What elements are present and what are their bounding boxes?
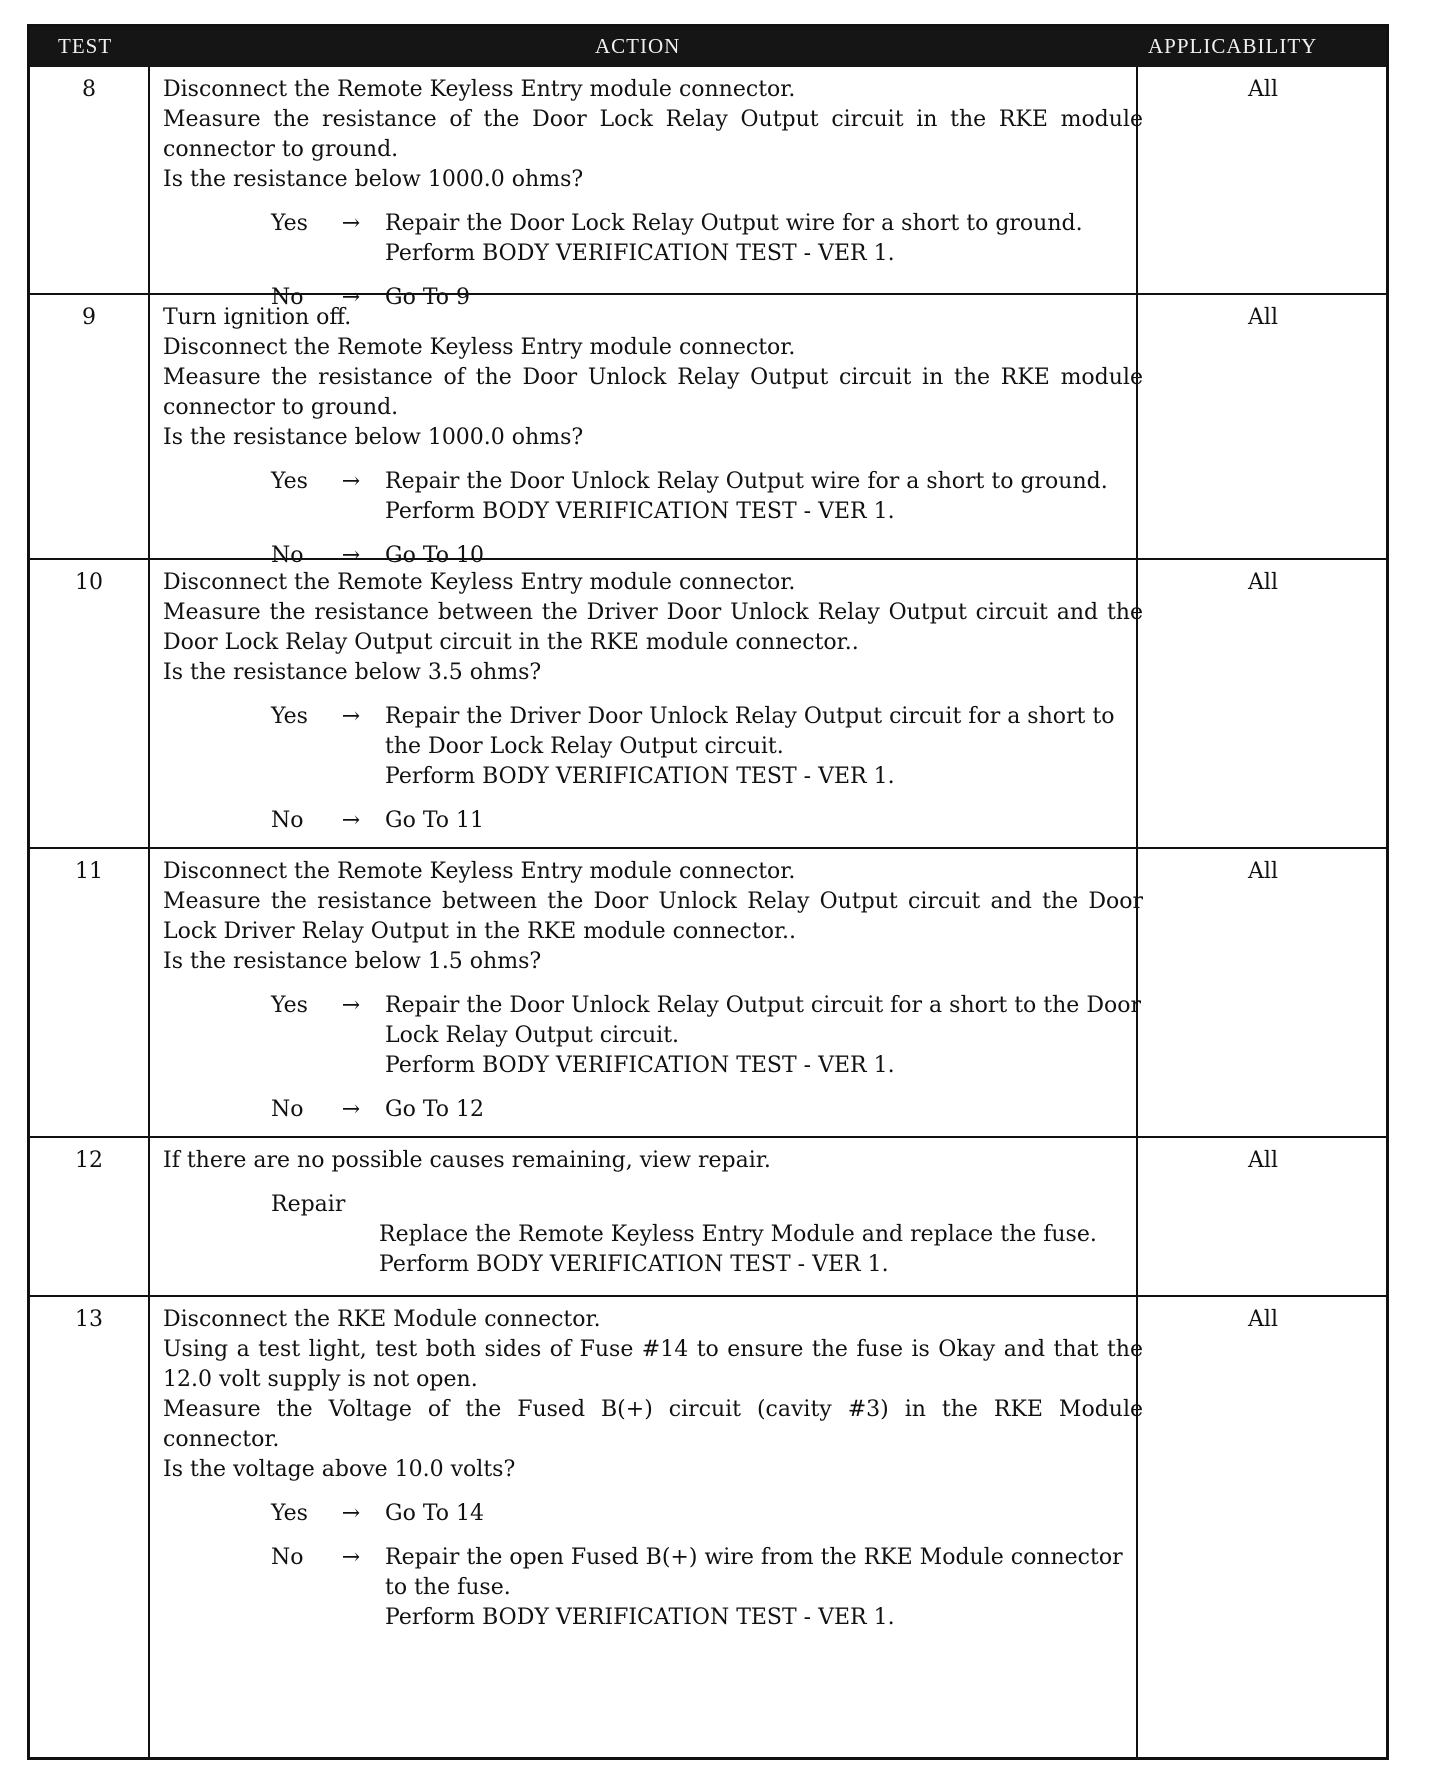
yes-label: Yes <box>271 704 308 729</box>
step: Measure the Voltage of the Fused B(+) circuit (cavity #3) in the RKE Module connector. <box>163 1397 1143 1452</box>
arrow-icon: → <box>341 285 361 310</box>
repair-label: Repair <box>271 1192 346 1217</box>
arrow-icon: → <box>341 211 361 236</box>
yes-branch <box>163 1499 1143 1529</box>
applicability-value: All <box>1248 1307 1278 1332</box>
action-cell <box>163 303 1143 571</box>
no-label: No <box>271 808 304 833</box>
test-number: 10 <box>75 570 103 595</box>
branch-line: Go To 12 <box>385 1097 485 1122</box>
header-applicability: APPLICABILITY <box>1148 34 1318 58</box>
test-number: 13 <box>75 1307 103 1332</box>
yes-branch <box>163 467 1143 527</box>
step: Is the voltage above 10.0 volts? <box>163 1457 516 1482</box>
test-number: 12 <box>75 1148 103 1173</box>
step: Using a test light, test both sides of Fuse #14 to ensure the fuse is Okay and that the 12.0 volt supply is not open. <box>163 1337 1143 1392</box>
no-label: No <box>271 1545 304 1570</box>
branch-line: Repair the Door Unlock Relay Output circuit for a short to the Door Lock Relay Output circuit. <box>385 993 1141 1048</box>
step: Turn ignition off. <box>163 305 352 330</box>
applicability-value: All <box>1248 859 1278 884</box>
no-branch <box>163 806 1143 836</box>
step: Is the resistance below 3.5 ohms? <box>163 660 542 685</box>
applicability-value: All <box>1248 570 1278 595</box>
step: Is the resistance below 1.5 ohms? <box>163 949 542 974</box>
no-label: No <box>271 285 304 310</box>
arrow-icon: → <box>341 1501 361 1526</box>
arrow-icon: → <box>341 704 361 729</box>
yes-label: Yes <box>271 211 308 236</box>
step: Disconnect the Remote Keyless Entry module connector. <box>163 77 796 102</box>
step: Measure the resistance between the Driver Door Unlock Relay Output circuit and the Door Lock Relay Output circuit in the RKE module connector.. <box>163 600 1143 655</box>
branch-line: Perform BODY VERIFICATION TEST - VER 1. <box>385 1053 895 1078</box>
header-test: TEST <box>58 34 113 58</box>
no-branch <box>163 1095 1143 1125</box>
yes-branch <box>163 702 1143 792</box>
step: Disconnect the Remote Keyless Entry module connector. <box>163 859 796 884</box>
branch-line: Repair the open Fused B(+) wire from the RKE Module connector to the fuse. <box>385 1545 1123 1600</box>
branch-line: Perform BODY VERIFICATION TEST - VER 1. <box>385 499 895 524</box>
repair-line: Replace the Remote Keyless Entry Module and replace the fuse. <box>379 1222 1097 1247</box>
arrow-icon: → <box>341 993 361 1018</box>
applicability-value: All <box>1248 305 1278 330</box>
arrow-icon: → <box>341 1545 361 1570</box>
step: Measure the resistance of the Door Lock Relay Output circuit in the RKE module connector to ground. <box>163 107 1143 162</box>
branch-line: Repair the Door Lock Relay Output wire for a short to ground. <box>385 211 1083 236</box>
action-cell <box>163 1305 1143 1633</box>
yes-label: Yes <box>271 1501 308 1526</box>
step: Is the resistance below 1000.0 ohms? <box>163 167 584 192</box>
yes-branch <box>163 209 1143 269</box>
arrow-icon: → <box>341 1097 361 1122</box>
diagnostic-table <box>27 24 1389 1760</box>
action-cell <box>163 1146 1143 1280</box>
branch-line: Repair the Driver Door Unlock Relay Output circuit for a short to the Door Lock Relay Output circuit. <box>385 704 1115 759</box>
branch-line: Perform BODY VERIFICATION TEST - VER 1. <box>385 241 895 266</box>
action-cell <box>163 857 1143 1125</box>
step: If there are no possible causes remaining, view repair. <box>163 1148 771 1173</box>
row-divider <box>30 847 1386 849</box>
step: Disconnect the Remote Keyless Entry module connector. <box>163 335 796 360</box>
test-number: 9 <box>82 305 96 330</box>
applicability-value: All <box>1248 1148 1278 1173</box>
no-label: No <box>271 543 304 568</box>
row-divider <box>30 1295 1386 1297</box>
yes-label: Yes <box>271 993 308 1018</box>
step: Disconnect the Remote Keyless Entry module connector. <box>163 570 796 595</box>
yes-branch <box>163 991 1143 1081</box>
branch-line: Go To 11 <box>385 808 485 833</box>
test-number: 11 <box>75 859 103 884</box>
action-cell <box>163 568 1143 836</box>
step: Measure the resistance of the Door Unlock Relay Output circuit in the RKE module connector to ground. <box>163 365 1143 420</box>
arrow-icon: → <box>341 543 361 568</box>
repair-line: Perform BODY VERIFICATION TEST - VER 1. <box>379 1252 889 1277</box>
column-divider-test <box>148 67 150 1757</box>
branch-line: Perform BODY VERIFICATION TEST - VER 1. <box>385 1605 895 1630</box>
yes-label: Yes <box>271 469 308 494</box>
header-action: ACTION <box>595 34 681 58</box>
arrow-icon: → <box>341 469 361 494</box>
no-branch <box>163 1543 1143 1633</box>
applicability-value: All <box>1248 77 1278 102</box>
step: Disconnect the RKE Module connector. <box>163 1307 601 1332</box>
no-label: No <box>271 1097 304 1122</box>
action-cell <box>163 75 1143 313</box>
row-divider <box>30 1136 1386 1138</box>
step: Measure the resistance between the Door Unlock Relay Output circuit and the Door Lock Driver Relay Output in the RKE module connector.. <box>163 889 1143 944</box>
arrow-icon: → <box>341 808 361 833</box>
branch-line: Repair the Door Unlock Relay Output wire for a short to ground. <box>385 469 1108 494</box>
test-number: 8 <box>82 77 96 102</box>
table-header <box>30 27 1386 67</box>
branch-line: Go To 10 <box>385 543 485 568</box>
branch-line: Go To 9 <box>385 285 471 310</box>
branch-line: Go To 14 <box>385 1501 485 1526</box>
no-branch <box>163 541 1143 571</box>
step: Is the resistance below 1000.0 ohms? <box>163 425 584 450</box>
branch-line: Perform BODY VERIFICATION TEST - VER 1. <box>385 764 895 789</box>
